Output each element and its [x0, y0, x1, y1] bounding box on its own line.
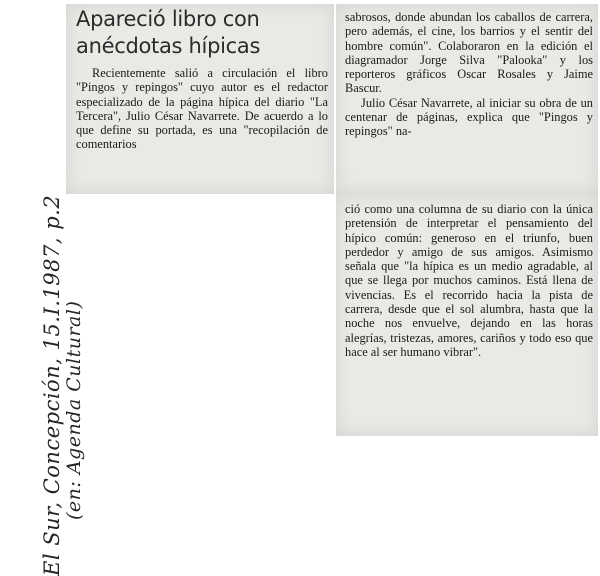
article-paragraph: Recientemente salió a circulación el libro "Pingos y repingos" cuyo autor es el redactor especializado de la página hípica del diario "La Tercera", Julio César Navarrete. De acuerdo a lo que define su portada, es una "recopilación de comentarios	[76, 66, 328, 152]
article-column-right-bottom	[345, 202, 593, 359]
handwritten-annotation-source: (en: Agenda Cultural)	[63, 300, 85, 520]
article-column-left	[76, 66, 328, 152]
article-paragraph: sabrosos, donde abundan los caballos de carrera, pero además, el cine, los barrios y el sentir del hombre común". Colaboraron en la edición el diagramador Jorge Silva "Palooka" y los reporteros gráficos Oscar Rosales y Jaime Bascur.	[345, 10, 593, 96]
handwritten-annotation-date: El Sur, Concepción, 15.I.1987, p.2	[40, 194, 64, 576]
article-headline	[76, 6, 331, 60]
headline-line-1: Apareció libro con	[76, 7, 260, 31]
headline-line-2: anécdotas hípicas	[76, 34, 261, 58]
article-paragraph: Julio César Navarrete, al iniciar su obra de un centenar de páginas, explica que "Pingos y repingos" na-	[345, 95, 593, 139]
article-paragraph: ció como una columna de su diario con la única pretensión de interpretar el pensamiento del hípico común: generoso en el triunfo, buen perdedor y amigo de sus amigos. Asimismo señala que "la hípica es un medio agradable, al que se llega por muchos caminos. Está llena de vivencias. Es el recorrido hacia la pista de carrera, desde que el sol alumbra, hasta que la noche nos envuelve, dejando en las horas alegrías, tristezas, amores, cariños y todo eso que hace al ser humano vibrar".	[345, 202, 593, 359]
article-column-right-top	[345, 10, 593, 139]
